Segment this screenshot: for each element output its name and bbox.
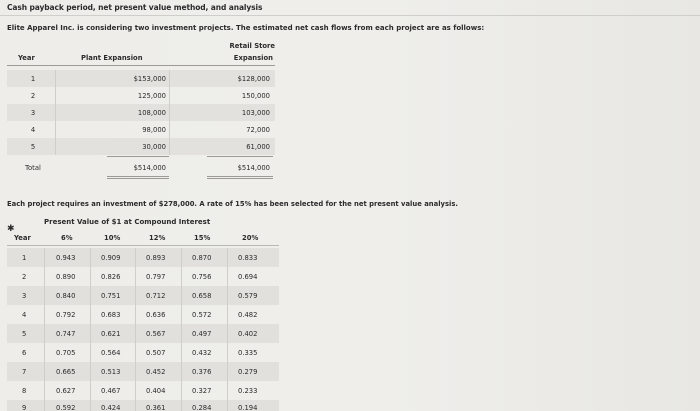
pv-cell: 0.792 [56, 311, 76, 319]
pv-cell: 0.756 [192, 273, 212, 281]
column-divider [169, 70, 170, 155]
retail-header-line1: Retail Store [229, 42, 275, 50]
pv-cell: 0.751 [101, 292, 121, 300]
pv-cell: 0.579 [238, 292, 258, 300]
pv-year-cell: 8 [22, 387, 27, 395]
pv-cell: 0.335 [238, 349, 258, 357]
pv-cell: 0.592 [56, 404, 76, 411]
pv-header-6: 6% [61, 234, 73, 242]
column-divider [181, 248, 182, 411]
pv-cell: 0.694 [238, 273, 258, 281]
pv-cell: 0.636 [146, 311, 166, 319]
pv-cell: 0.467 [101, 387, 121, 395]
pv-year-cell: 9 [22, 404, 27, 411]
pv-year-cell: 1 [22, 254, 27, 262]
plant-cell: 98,000 [142, 126, 166, 134]
pv-header-10: 10% [104, 234, 121, 242]
year-cell: 5 [30, 143, 36, 151]
retail-cell: 150,000 [241, 92, 270, 100]
retail-cell: 72,000 [246, 126, 270, 134]
pv-cell: 0.747 [56, 330, 76, 338]
pv-year-cell: 5 [22, 330, 27, 338]
total-rule [107, 156, 169, 157]
column-divider [90, 248, 91, 411]
pv-header-year: Year [14, 234, 31, 242]
double-rule [107, 178, 169, 179]
problem-intro: Elite Apparel Inc. is considering two investment projects. The estimated net cash flows from each project are as follows: [7, 24, 485, 32]
pv-cell: 0.482 [238, 311, 258, 319]
pv-cell: 0.432 [192, 349, 212, 357]
pv-cell: 0.870 [192, 254, 212, 262]
pv-cell: 0.909 [101, 254, 121, 262]
column-divider [44, 248, 45, 411]
pv-cell: 0.683 [101, 311, 121, 319]
plant-cell: 125,000 [137, 92, 166, 100]
divider [0, 15, 700, 16]
retail-cell: 103,000 [241, 109, 270, 117]
pv-cell: 0.893 [146, 254, 166, 262]
pv-cell: 0.424 [101, 404, 121, 411]
retail-total: $514,000 [237, 164, 270, 172]
pv-cell: 0.376 [192, 368, 212, 376]
pv-cell: 0.194 [238, 404, 258, 411]
pv-cell: 0.564 [101, 349, 121, 357]
pv-cell: 0.279 [238, 368, 258, 376]
pv-cell: 0.327 [192, 387, 212, 395]
pv-cell: 0.404 [146, 387, 166, 395]
pv-year-cell: 4 [22, 311, 27, 319]
retail-cell: $128,000 [237, 75, 270, 83]
pv-cell: 0.705 [56, 349, 76, 357]
pv-cell: 0.840 [56, 292, 76, 300]
year-cell: 1 [30, 75, 36, 83]
double-rule [207, 178, 273, 179]
pv-cell: 0.452 [146, 368, 166, 376]
year-cell: 3 [30, 109, 36, 117]
pv-cell: 0.712 [146, 292, 166, 300]
pv-cell: 0.361 [146, 404, 166, 411]
year-header: Year [18, 54, 35, 62]
pv-year-cell: 3 [22, 292, 27, 300]
cursor-marker-icon: ✱ [7, 224, 15, 234]
year-cell: 2 [30, 92, 36, 100]
plant-cell: 108,000 [137, 109, 166, 117]
plant-cell: 30,000 [142, 143, 166, 151]
total-rule [207, 156, 273, 157]
pv-cell: 0.402 [238, 330, 258, 338]
pv-header-20: 20% [242, 234, 259, 242]
pv-cell: 0.284 [192, 404, 212, 411]
pv-cell: 0.943 [56, 254, 76, 262]
column-divider [135, 248, 136, 411]
pv-cell: 0.572 [192, 311, 212, 319]
retail-cell: 61,000 [246, 143, 270, 151]
double-rule [107, 176, 169, 177]
pv-cell: 0.567 [146, 330, 166, 338]
header-rule [7, 65, 275, 66]
plant-header: Plant Expansion [81, 54, 143, 62]
pv-cell: 0.513 [101, 368, 121, 376]
plant-total: $514,000 [133, 164, 166, 172]
plant-cell: $153,000 [133, 75, 166, 83]
pv-header-rule [7, 245, 279, 246]
pv-cell: 0.658 [192, 292, 212, 300]
pv-table-caption: Present Value of $1 at Compound Interest [44, 218, 211, 226]
pv-cell: 0.507 [146, 349, 166, 357]
pv-year-cell: 7 [22, 368, 27, 376]
pv-header-15: 15% [194, 234, 211, 242]
pv-cell: 0.826 [101, 273, 121, 281]
pv-cell: 0.627 [56, 387, 76, 395]
double-rule [207, 176, 273, 177]
total-label: Total [25, 164, 41, 172]
pv-cell: 0.833 [238, 254, 258, 262]
pv-cell: 0.233 [238, 387, 258, 395]
page-title: Cash payback period, net present value method, and analysis [7, 3, 263, 12]
pv-year-cell: 2 [22, 273, 27, 281]
pv-cell: 0.890 [56, 273, 76, 281]
pv-header-12: 12% [149, 234, 166, 242]
column-divider [55, 70, 56, 155]
pv-cell: 0.797 [146, 273, 166, 281]
pv-year-cell: 6 [22, 349, 27, 357]
retail-header-line2: Expansion [233, 54, 273, 62]
pv-cell: 0.621 [101, 330, 121, 338]
pv-cell: 0.665 [56, 368, 76, 376]
pv-cell: 0.497 [192, 330, 212, 338]
column-divider [227, 248, 228, 411]
investment-note: Each project requires an investment of $278,000. A rate of 15% has been selected for the net present value analysis. [7, 200, 458, 208]
year-cell: 4 [30, 126, 36, 134]
